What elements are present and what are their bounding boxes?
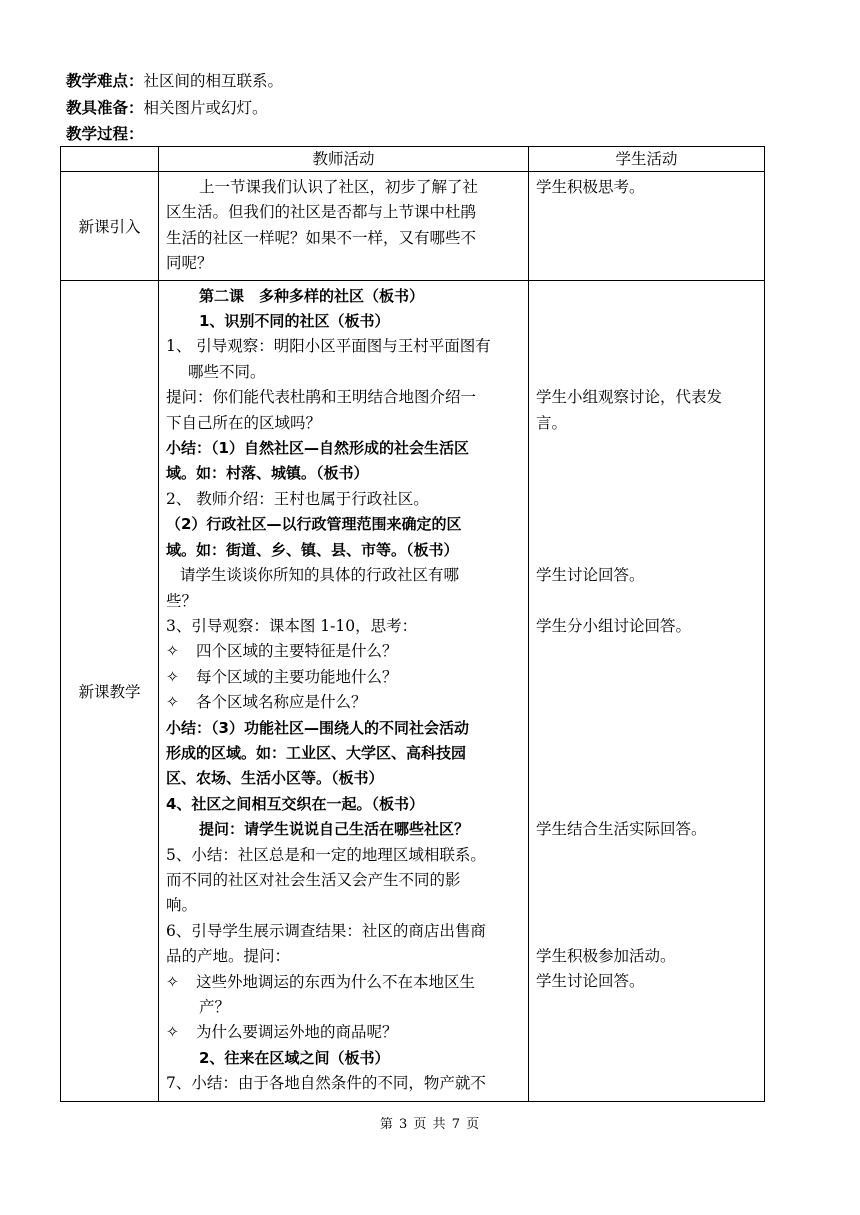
teacher-intro bbox=[159, 172, 529, 281]
text-line: 学生结合生活实际回答。 bbox=[536, 819, 707, 838]
text-line: 区生活。但我们的社区是否都与上节课中杜鹃 bbox=[166, 203, 477, 222]
text-line: 2、 教师介绍：王村也属于行政社区。 bbox=[166, 489, 429, 508]
text-line: 域。如：村落、城镇。（板书） bbox=[166, 464, 369, 483]
text-line: 学生积极思考。 bbox=[536, 178, 645, 196]
process-label: 教学过程： bbox=[66, 125, 144, 143]
text-line: 请学生谈谈你所知的具体的行政社区有哪 bbox=[180, 566, 460, 585]
lesson-table bbox=[60, 146, 765, 1102]
text-line: 2、往来在区域之间（板书） bbox=[199, 1048, 390, 1067]
text-line: 下自己所在的区域吗？ bbox=[166, 413, 322, 432]
text-line: 些？ bbox=[166, 591, 198, 610]
text-line: 提问：请学生说说自己生活在哪些社区？ bbox=[199, 820, 470, 839]
bullet-line bbox=[166, 1020, 522, 1045]
student-teaching bbox=[529, 280, 765, 1101]
header-teacher: 教师活动 bbox=[159, 147, 529, 172]
text-line: 上一节课我们认识了社区，初步了解了社 bbox=[199, 178, 479, 196]
text-line: 学生讨论回答。 bbox=[536, 565, 645, 584]
bullet-text: 每个区域的主要功能地什么？ bbox=[196, 667, 398, 686]
text-line: 同呢？ bbox=[166, 254, 213, 273]
text-line: 言。 bbox=[536, 413, 568, 432]
text-line: 学生小组观察讨论，代表发 bbox=[536, 388, 723, 407]
bullet-text: 为什么要调运外地的商品呢？ bbox=[196, 1023, 398, 1042]
text-line: 学生积极参加活动。 bbox=[536, 946, 676, 965]
bullet-line bbox=[166, 639, 522, 664]
table-row-intro bbox=[61, 172, 765, 281]
text-line: 4、社区之间相互交织在一起。（板书） bbox=[166, 794, 424, 813]
text-line: 哪些不同。 bbox=[188, 362, 266, 381]
diamond-bullet-icon: ✧ bbox=[166, 667, 179, 686]
text-line: 小结：（1）自然社区—自然形成的社会生活区 bbox=[166, 439, 469, 458]
text-line: 而不同的社区对社会生活又会产生不同的影 bbox=[166, 870, 461, 889]
bullet-line bbox=[166, 690, 522, 715]
text-line: 产？ bbox=[199, 998, 231, 1016]
diamond-bullet-icon: ✧ bbox=[166, 1023, 179, 1042]
text-line: 学生讨论回答。 bbox=[536, 972, 645, 991]
bullet-text: 各个区域名称应是什么？ bbox=[196, 693, 367, 712]
difficulty-label: 教学难点： bbox=[66, 72, 144, 90]
text-line: 第二课 多种多样的社区（板书） bbox=[199, 286, 425, 305]
stage-intro: 新课引入 bbox=[61, 172, 159, 281]
text-line: 品的产地。提问： bbox=[166, 947, 291, 966]
table-header-row bbox=[61, 147, 765, 172]
bullet-text: 这些外地调运的东西为什么不在本地区生 bbox=[196, 972, 476, 991]
difficulty-text: 社区间的相互联系。 bbox=[143, 72, 284, 90]
tools-text: 相关图片或幻灯。 bbox=[143, 99, 268, 117]
text-line: 5、小结：社区总是和一定的地理区域相联系。 bbox=[166, 845, 486, 864]
text-line: 6、引导学生展示调查结果：社区的商店出售商 bbox=[166, 921, 486, 940]
text-line: 提问：你们能代表杜鹃和王明结合地图介绍一 bbox=[166, 388, 477, 407]
bullet-line bbox=[166, 970, 522, 995]
text-line: 3、引导观察：课本图 1-10，思考： bbox=[166, 616, 418, 635]
text-line: （2）行政社区—以行政管理范围来确定的区 bbox=[166, 515, 462, 534]
text-line: 学生分小组讨论回答。 bbox=[536, 616, 692, 635]
student-intro bbox=[529, 172, 765, 281]
diamond-bullet-icon: ✧ bbox=[166, 693, 179, 712]
diamond-bullet-icon: ✧ bbox=[166, 972, 179, 991]
table-row-teaching bbox=[61, 280, 765, 1101]
teacher-teaching bbox=[159, 280, 529, 1101]
tools-label: 教具准备： bbox=[66, 99, 144, 117]
text-line: 7、小结：由于各地自然条件的不同，物产就不 bbox=[166, 1074, 486, 1093]
page-footer: 第 3 页 共 7 页 bbox=[379, 1117, 481, 1132]
tools-line bbox=[66, 95, 268, 121]
bullet-text: 四个区域的主要特征是什么？ bbox=[196, 642, 398, 661]
text-line: 域。如：街道、乡、镇、县、市等。（板书） bbox=[166, 540, 459, 559]
bullet-line bbox=[166, 665, 522, 690]
text-line: 1、 引导观察：明阳小区平面图与王村平面图有 bbox=[166, 337, 491, 356]
diamond-bullet-icon: ✧ bbox=[166, 642, 179, 661]
text-line: 响。 bbox=[166, 896, 198, 915]
text-line: 小结：（3）功能社区—围绕人的不同社会活动 bbox=[166, 718, 469, 737]
text-line: 生活的社区一样呢？如果不一样，又有哪些不 bbox=[166, 228, 477, 247]
text-line: 形成的区域。如：工业区、大学区、高科技园 bbox=[166, 743, 467, 762]
text-line: 1、识别不同的社区（板书） bbox=[199, 312, 390, 331]
process-line bbox=[66, 121, 144, 147]
stage-teaching: 新课教学 bbox=[61, 280, 159, 1101]
text-line: 区、农场、生活小区等。（板书） bbox=[166, 769, 384, 788]
header-stage bbox=[61, 147, 159, 172]
difficulty-line bbox=[66, 68, 283, 94]
header-student: 学生活动 bbox=[529, 147, 765, 172]
